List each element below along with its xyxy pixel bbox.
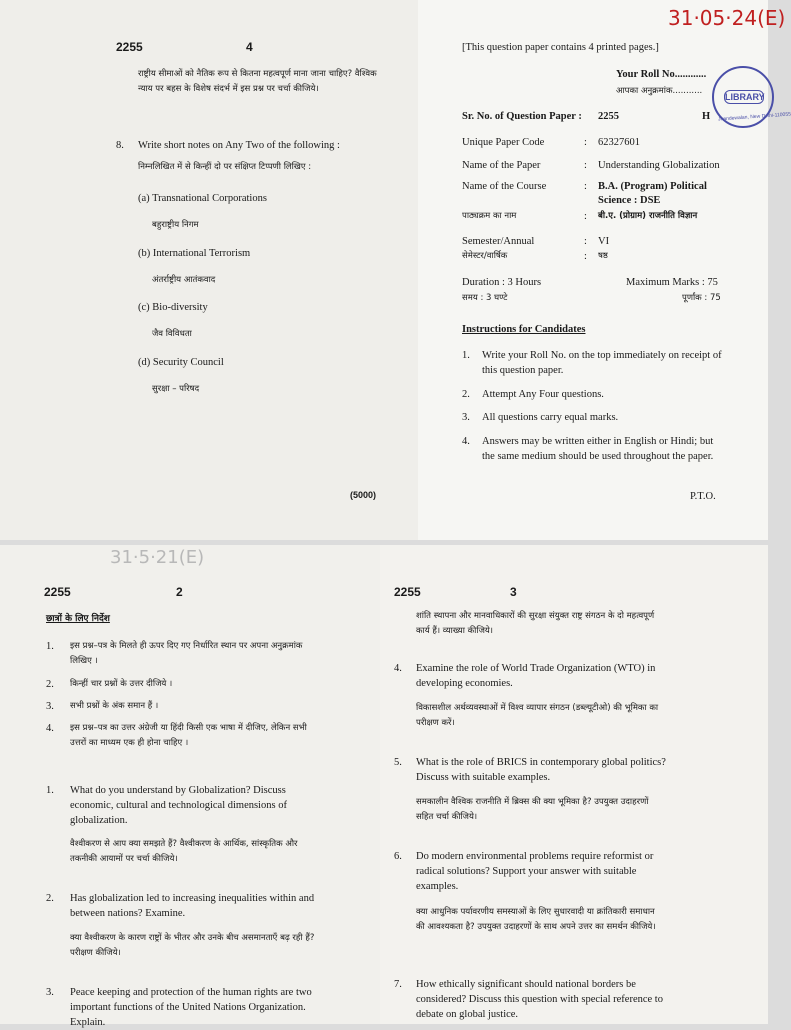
sr-no-value: 2255 xyxy=(598,111,619,122)
page-number: 2 xyxy=(176,585,183,599)
instruction-number: 2. xyxy=(46,679,54,690)
question-8-english: Write short notes on Any Two of the following : xyxy=(138,140,340,151)
sr-no-suffix: H xyxy=(702,111,711,122)
instruction-number: 1. xyxy=(462,350,470,361)
handwritten-mark: 31·5·21(E) xyxy=(110,547,205,568)
instruction-text-hindi: इस प्रश्न–पत्र के मिलते ही ऊपर दिए गए निर्धारित स्थान पर अपना अनुक्रमांक लिखिए । xyxy=(70,641,303,666)
note-c-english: (c) Bio-diversity xyxy=(138,302,208,313)
instruction-text: Answers may be written either in English or Hindi; but the same medium should be used throughout the paper. xyxy=(482,436,714,462)
question-number: 2. xyxy=(46,893,54,904)
instruction-number: 4. xyxy=(46,723,54,734)
question-number: 3. xyxy=(46,987,54,998)
field-label: पाठ्यक्रम का नाम xyxy=(462,211,517,221)
question-number: 6. xyxy=(394,851,402,862)
sr-no-label: Sr. No. of Question Paper : xyxy=(462,111,582,122)
field-value: Science : DSE xyxy=(598,195,661,206)
question-number: 7. xyxy=(394,979,402,990)
page-3 xyxy=(380,545,768,1024)
field-colon: : xyxy=(584,211,587,222)
instruction-text-hindi: इस प्रश्न–पत्र का उत्तर अंग्रेजी या हिंदी किसी एक भाषा में दीजिए, लेकिन सभी उत्तरों का माध्यम एक ही होना चाहिए । xyxy=(70,723,307,748)
library-stamp-label: LIBRARY xyxy=(725,92,765,102)
instruction-text: Write your Roll No. on the top immediately on receipt of this question paper. xyxy=(482,350,722,376)
question-7-english: How ethically significant should national borders be considered? Discuss this question with special reference to debate on global justice. xyxy=(416,979,663,1020)
maximum-marks-hindi: पूर्णांक : 75 xyxy=(682,293,721,303)
question-7-hindi: राष्ट्रीय सीमाओं को नैतिक रूप से कितना महत्वपूर्ण माना जाना चाहिए? वैश्विक न्याय पर बहस के विशेष संदर्भ में इस प्रश्न पर चर्चा कीजिये। xyxy=(138,69,377,94)
question-number: 4. xyxy=(394,663,402,674)
instruction-number: 3. xyxy=(46,701,54,712)
field-colon: : xyxy=(584,137,587,148)
page-1 xyxy=(418,0,791,540)
question-4-hindi: विकासशील अर्थव्यवस्थाओं में विश्व व्यापार संगठन (डब्ल्यूटीओ) की भूमिका का परीक्षण करें। xyxy=(416,703,659,728)
field-label: Name of the Course xyxy=(462,181,547,192)
instruction-number: 2. xyxy=(462,389,470,400)
note-d-english: (d) Security Council xyxy=(138,357,224,368)
page-2 xyxy=(0,545,380,1028)
page-number: 4 xyxy=(246,40,253,54)
instruction-number: 1. xyxy=(46,641,54,652)
field-colon: : xyxy=(584,160,587,171)
field-label: Unique Paper Code xyxy=(462,137,545,148)
roll-number-label: Your Roll No............ xyxy=(616,69,707,80)
paper-code: 2255 xyxy=(394,585,421,599)
instructions-title-hindi: छात्रों के लिए निर्देश xyxy=(46,614,110,624)
library-stamp-ring: Jhandewalan, New Delhi-110055 xyxy=(717,111,791,123)
note-c-hindi: जैव विविधता xyxy=(152,329,192,339)
instruction-text: All questions carry equal marks. xyxy=(482,412,619,423)
handwritten-date: 31·05·24(E) xyxy=(668,6,786,30)
question-1-hindi: वैश्वीकरण से आप क्या समझते हैं? वैश्वीकरण के आर्थिक, सांस्कृतिक और तकनीकी आयामों पर चर्चा कीजिये। xyxy=(70,839,298,864)
roll-number-label-hindi: आपका अनुक्रमांक........... xyxy=(616,86,703,96)
field-colon: : xyxy=(584,251,587,262)
page-4 xyxy=(0,0,418,540)
field-value: B.A. (Program) Political xyxy=(598,181,707,192)
field-label: Name of the Paper xyxy=(462,160,541,171)
question-2-english: Has globalization led to increasing inequalities within and between nations? Examine. xyxy=(70,893,315,919)
question-1-english: What do you understand by Globalization? Discuss economic, cultural and technological dimensions of globalization. xyxy=(70,785,287,826)
field-colon: : xyxy=(584,181,587,192)
field-value: Understanding Globalization xyxy=(598,160,720,171)
question-number: 5. xyxy=(394,757,402,768)
question-number: 8. xyxy=(116,140,124,151)
duration: Duration : 3 Hours xyxy=(462,277,542,288)
question-8-hindi: निम्नलिखित में से किन्हीं दो पर संक्षिप्त टिप्पणी लिखिए : xyxy=(138,162,312,172)
question-2-hindi: क्या वैश्वीकरण के कारण राष्ट्रों के भीतर और उनके बीच असमानताएँ बढ़ रही हैं? परीक्षण कीजिये। xyxy=(70,933,315,958)
field-value: षष्ठ xyxy=(598,251,608,261)
duration-hindi: समय : 3 घण्टे xyxy=(462,293,508,303)
question-6-hindi: क्या आधुनिक पर्यावरणीय समस्याओं के लिए सुधारवादी या क्रांतिकारी समाधान की आवश्यकता है? उपयुक्त उदाहरणों के साथ अपने उत्तर का समर्थन कीजिये। xyxy=(416,907,656,932)
field-value: VI xyxy=(598,236,610,247)
question-4-english: Examine the role of World Trade Organization (WTO) in developing economies. xyxy=(416,663,656,689)
paper-code: 2255 xyxy=(116,40,143,54)
question-3-english: Peace keeping and protection of the human rights are two important functions of the United Nations Organization. Explain. xyxy=(70,987,312,1028)
note-a-hindi: बहुराष्ट्रीय निगम xyxy=(152,220,199,230)
maximum-marks: Maximum Marks : 75 xyxy=(626,277,718,288)
question-5-english: What is the role of BRICS in contemporary global politics? Discuss with suitable examples. xyxy=(416,757,666,783)
field-value: 62327601 xyxy=(598,137,640,148)
question-number: 1. xyxy=(46,785,54,796)
instruction-text-hindi: किन्हीं चार प्रश्नों के उत्तर दीजिये । xyxy=(70,679,173,689)
field-label: Semester/Annual xyxy=(462,236,535,247)
instruction-text-hindi: सभी प्रश्नों के अंक समान हैं । xyxy=(70,701,159,711)
note-b-hindi: अंतर्राष्ट्रीय आतंकवाद xyxy=(152,275,216,285)
print-quantity: (5000) xyxy=(350,490,377,500)
note-d-hindi: सुरक्षा – परिषद xyxy=(152,384,200,394)
instruction-text: Attempt Any Four questions. xyxy=(482,389,604,400)
page-number: 3 xyxy=(510,585,517,599)
note-a-english: (a) Transnational Corporations xyxy=(138,193,267,204)
question-6-english: Do modern environmental problems require reformist or radical solutions? Support your answer with suitable examples. xyxy=(416,851,654,892)
field-label: सेमेस्टर/वार्षिक xyxy=(462,251,508,261)
instructions-title: Instructions for Candidates xyxy=(462,324,586,335)
library-stamp xyxy=(712,66,791,128)
note-b-english: (b) International Terrorism xyxy=(138,248,251,259)
instruction-number: 4. xyxy=(462,436,470,447)
question-3-hindi: शांति स्थापना और मानवाधिकारों की सुरक्षा संयुक्त राष्ट्र संगठन के दो महत्वपूर्ण कार्य हैं। व्याख्या कीजिये। xyxy=(416,611,655,636)
field-colon: : xyxy=(584,236,587,247)
paper-code: 2255 xyxy=(44,585,71,599)
question-5-hindi: समकालीन वैश्विक राजनीति में ब्रिक्स की क्या भूमिका है? उपयुक्त उदाहरणों सहित चर्चा कीजिये। xyxy=(416,797,649,822)
please-turn-over: P.T.O. xyxy=(690,491,716,502)
field-value: बी.ए. (प्रोग्राम) राजनीति विज्ञान xyxy=(598,211,698,221)
instruction-number: 3. xyxy=(462,412,470,423)
page-count-note: [This question paper contains 4 printed pages.] xyxy=(462,42,659,53)
